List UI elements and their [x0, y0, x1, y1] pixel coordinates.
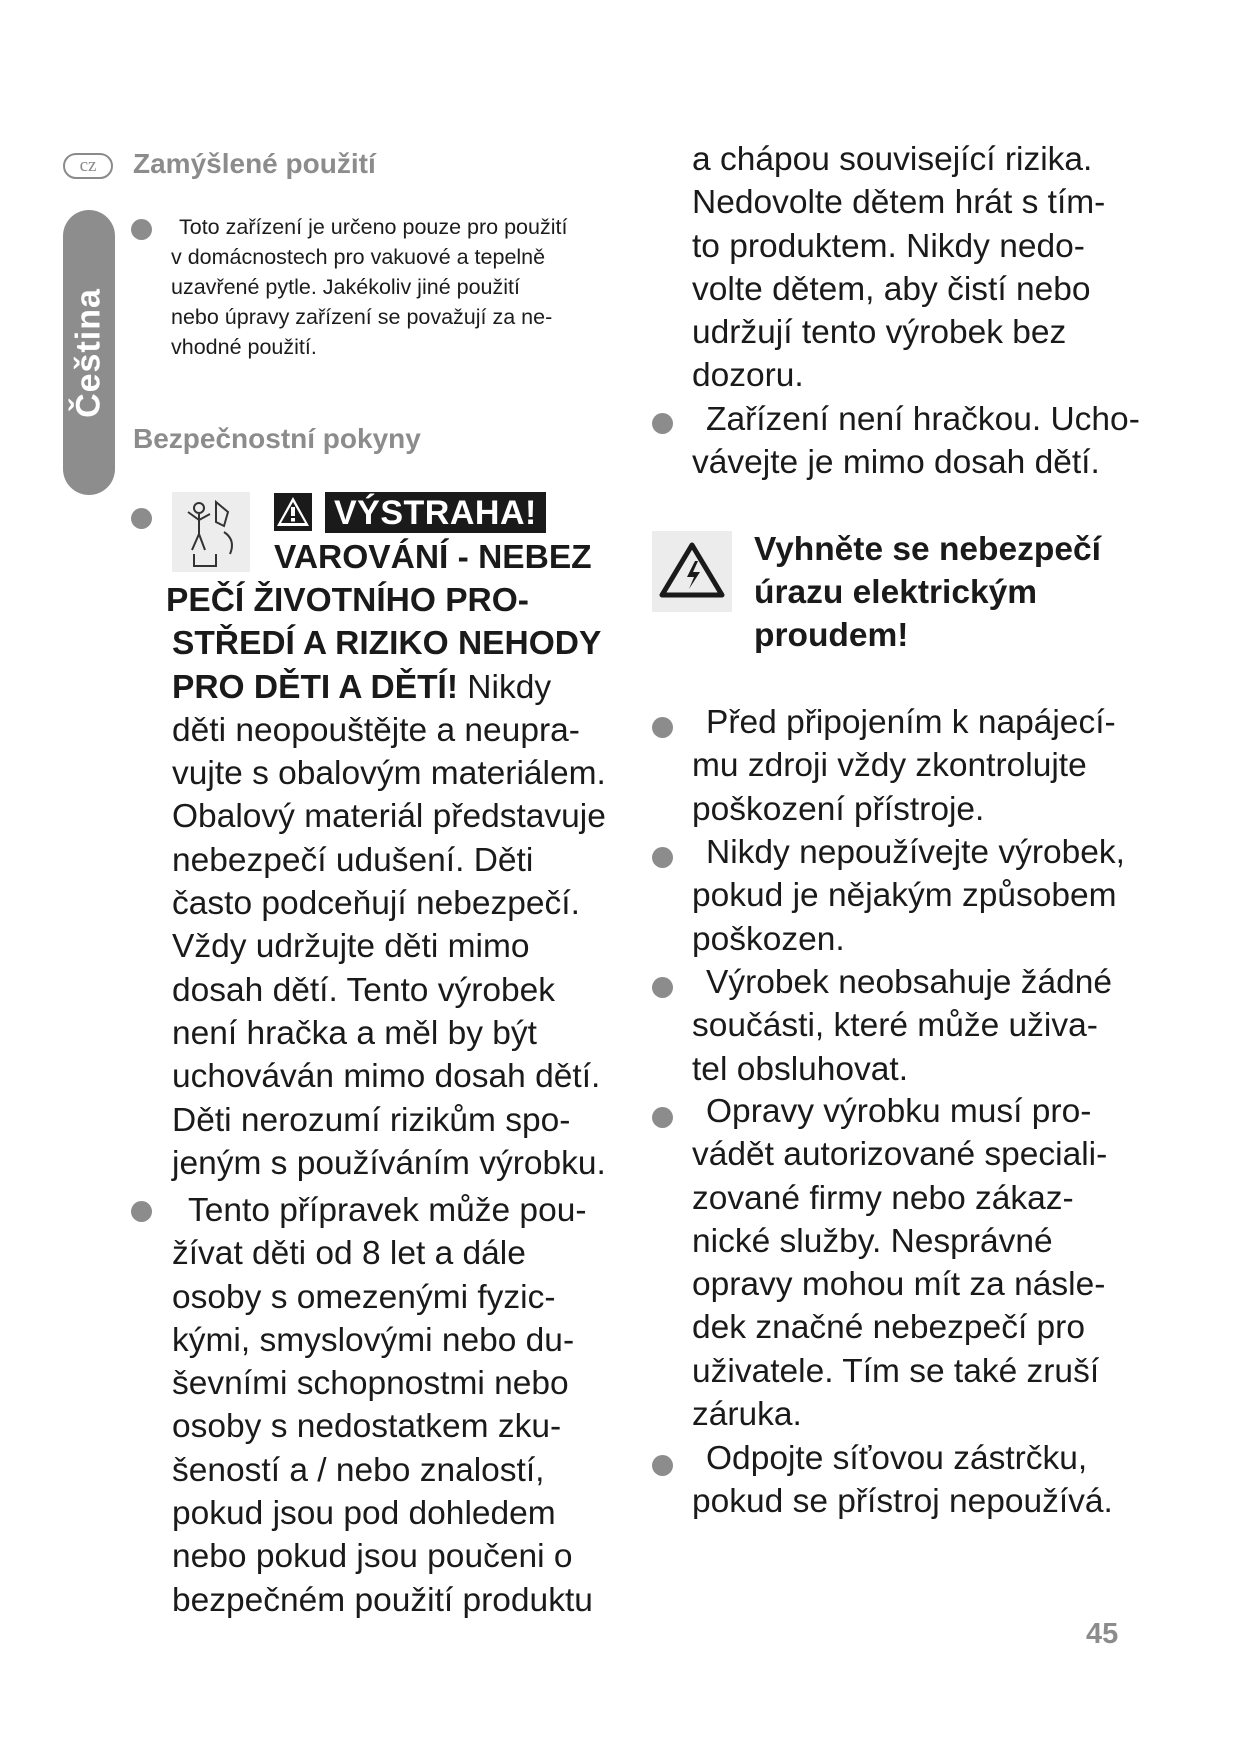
section-title-safety: Bezpečnostní pokyny	[133, 423, 421, 454]
list-item	[692, 701, 1116, 831]
text-line: PRO DĚTI A DĚTÍ!	[172, 668, 458, 706]
text-line: osoby s omezenými fyzic-	[172, 1278, 556, 1316]
text-line: často podceňují nebezpečí.	[172, 885, 580, 923]
text-line: bezpečném použití produktu	[172, 1581, 593, 1619]
text-line: vujte s obalovým materiálem.	[172, 755, 606, 793]
text-line: osoby s nedostatkem zku-	[172, 1408, 562, 1446]
list-item	[692, 831, 1125, 961]
text-line: nebo úpravy zařízení se považují za ne-	[171, 305, 553, 329]
text-line: Nedovolte dětem hrát s tím-	[692, 184, 1106, 222]
text-line: a chápou související rizika.	[692, 141, 1093, 178]
text-line: pokud jsou pod dohledem	[172, 1495, 556, 1533]
text-line: dozoru.	[692, 357, 804, 395]
list-item	[692, 1437, 1113, 1524]
bullet-icon	[652, 1455, 673, 1476]
warning-bold-first-line: VAROVÁNÍ - NEBEZ	[274, 539, 592, 576]
warning-label: VÝSTRAHA!	[325, 492, 546, 533]
text-line: Obalový materiál představuje	[172, 798, 606, 836]
text-line: Zařízení není hračkou. Ucho-	[706, 401, 1140, 438]
bullet-icon	[131, 219, 152, 240]
text-line: Nikdy nepoužívejte výrobek,	[706, 834, 1125, 871]
text-line: zované firmy nebo zákaz-	[692, 1179, 1074, 1217]
warning-text	[166, 579, 606, 1185]
text-line: vhodné použití.	[171, 335, 317, 359]
country-badge: cz	[63, 153, 113, 179]
warning-triangle-icon	[274, 493, 312, 531]
text-line: uživatele. Tím se také zruší	[692, 1352, 1100, 1390]
text-line: nebo pokud jsou poučeni o	[172, 1538, 573, 1576]
text-line: úrazu elektrickým	[754, 574, 1038, 611]
bullet-icon	[652, 717, 673, 738]
text-line: to produktem. Nikdy nedo-	[692, 227, 1085, 265]
bullet-icon	[131, 1201, 152, 1222]
text-line: šeností a / nebo znalostí,	[172, 1451, 545, 1489]
text-line: Výrobek neobsahuje žádné	[706, 964, 1113, 1001]
list-item	[692, 1090, 1107, 1436]
text-line: tel obsluhovat.	[692, 1050, 909, 1088]
text-line: Vždy udržujte děti mimo	[172, 928, 530, 966]
text-line: žívat děti od 8 let a dále	[172, 1235, 526, 1273]
text-line: vávejte je mimo dosah dětí.	[692, 444, 1100, 482]
text-line: uchováván mimo dosah dětí.	[172, 1058, 601, 1096]
text-line: pokud se přístroj nepoužívá.	[692, 1483, 1113, 1521]
text-line: jeným s používáním výrobku.	[172, 1144, 606, 1182]
electric-shock-warning-icon	[652, 531, 732, 612]
text-line: dosah dětí. Tento výrobek	[172, 971, 556, 1009]
text-line: v domácnostech pro vakuové a tepelně	[171, 245, 546, 269]
text-line: Opravy výrobku musí pro-	[706, 1093, 1092, 1130]
text-line: záruka.	[692, 1396, 802, 1434]
list-item	[692, 961, 1112, 1091]
text-line: Toto zařízení je určeno pouze pro použití	[179, 215, 568, 239]
text-line: proudem!	[754, 617, 909, 654]
text-line: kými, smyslovými nebo du-	[172, 1321, 575, 1359]
text-line: děti neopouštějte a neupra-	[172, 711, 580, 749]
text-line: PEČÍ ŽIVOTNÍHO PRO-	[166, 582, 529, 619]
text-line: nebezpečí udušení. Děti	[172, 841, 534, 879]
bullet-icon	[652, 413, 673, 434]
text-line: udržují tento výrobek bez	[692, 314, 1067, 352]
text-line: pokud je nějakým způsobem	[692, 877, 1117, 915]
text-line: Před připojením k napájecí-	[706, 704, 1116, 741]
bullet-icon	[652, 847, 673, 868]
child-warning-icon	[172, 492, 250, 572]
language-tab	[63, 210, 115, 495]
text-line: Děti nerozumí rizikům spo-	[172, 1101, 571, 1139]
text-line: poškození přístroje.	[692, 790, 985, 828]
text-line: Vyhněte se nebezpečí	[754, 531, 1101, 568]
text-line: volte dětem, aby čistí nebo	[692, 270, 1091, 308]
toy-text	[692, 398, 1140, 485]
text-line: uzavřené pytle. Jakékoliv jiné použití	[171, 275, 520, 299]
text-line: dek značné nebezpečí pro	[692, 1309, 1085, 1347]
bullet-icon	[652, 977, 673, 998]
section-title-intended-use: Zamýšlené použití	[133, 148, 376, 179]
text-line: STŘEDÍ A RIZIKO NEHODY	[172, 625, 602, 663]
text-line: opravy mohou mít za násle-	[692, 1266, 1106, 1304]
text-line: Tento přípravek může pou-	[188, 1192, 587, 1229]
intended-use-text	[171, 212, 567, 362]
bullet-icon	[652, 1107, 673, 1128]
language-tab-label: Čeština	[69, 287, 108, 418]
text-line: mu zdroji vždy zkontrolujte	[692, 747, 1087, 785]
text-line: ševními schopnostmi nebo	[172, 1365, 569, 1403]
children-usage-text	[172, 1189, 593, 1622]
text-line: Odpojte síťovou zástrčku,	[706, 1440, 1088, 1477]
text-line: není hračka a měl by být	[172, 1014, 537, 1052]
continuation-text	[692, 138, 1105, 398]
text-line: Nikdy	[458, 668, 552, 706]
bullet-icon	[131, 508, 152, 529]
text-line: poškozen.	[692, 920, 845, 958]
text-line: nické služby. Nesprávné	[692, 1222, 1053, 1260]
text-line: součásti, které může uživa-	[692, 1007, 1098, 1045]
text-line: vádět autorizované speciali-	[692, 1136, 1108, 1174]
electric-shock-heading	[754, 528, 1101, 657]
page-number: 45	[1086, 1618, 1119, 1650]
